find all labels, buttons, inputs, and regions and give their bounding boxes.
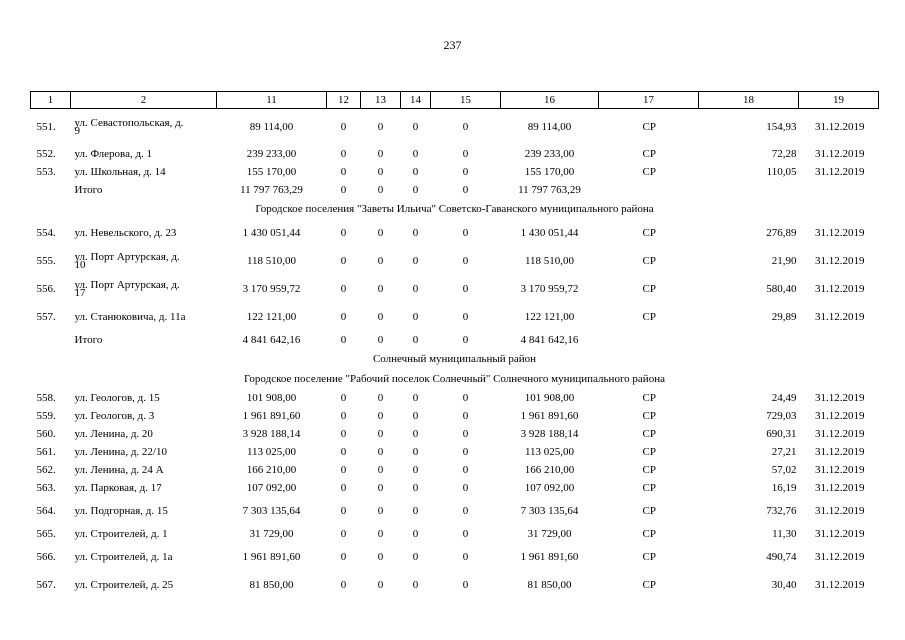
col-17-value: СР [642, 446, 656, 458]
col-12-value: 0 [340, 482, 347, 494]
col-14-value: 0 [412, 184, 419, 196]
col-17-value: СР [642, 579, 656, 591]
col-16-value: 11 797 763,29 [518, 184, 581, 196]
address: ул. Ленина, д. 22/10 [74, 446, 167, 458]
table-row [31, 461, 879, 479]
deadline-date: 31.12.2019 [815, 121, 865, 133]
table-row [31, 247, 879, 275]
address [71, 303, 217, 331]
row-number: 555. [36, 255, 56, 267]
col-13-value: 0 [377, 148, 384, 160]
total-cost: 118 510,00 [246, 255, 297, 267]
col-14-value: 0 [412, 334, 419, 346]
col-14-value: 0 [412, 464, 419, 476]
col-14-value: 0 [412, 410, 419, 422]
address [71, 275, 217, 303]
table-row [31, 303, 879, 331]
address: Итого [74, 184, 103, 196]
col-16-value: 81 850,00 [527, 579, 572, 591]
col-13-value: 0 [377, 311, 384, 323]
total-cost: 101 908,00 [246, 392, 297, 404]
row-number [31, 181, 71, 199]
col-18-value: 11,30 [772, 528, 797, 540]
deadline-date: 31.12.2019 [815, 446, 865, 458]
table-row [31, 497, 879, 525]
col-13-value: 0 [377, 334, 384, 346]
total-cost: 7 303 135,64 [242, 505, 301, 517]
col-17-value: СР [642, 148, 656, 160]
col-18-value: 276,89 [766, 227, 797, 239]
col-17-value: СР [642, 528, 656, 540]
section-title: Городское поселение "Рабочий поселок Солнечный" Солнечного муниципального района [244, 373, 665, 385]
table-row [31, 525, 879, 543]
column-header: 13 [361, 92, 401, 109]
total-cost: 113 025,00 [246, 446, 297, 458]
col-17-value [599, 181, 699, 199]
address-text: ул. Строителей, д. 25 [74, 579, 174, 592]
address-text: ул. Порт Артурская, д. 17 [74, 279, 180, 299]
column-header: 1 [31, 92, 71, 109]
address-text: ул. Подгорная, д. 15 [74, 505, 168, 518]
col-14-value: 0 [412, 283, 419, 295]
deadline-date: 31.12.2019 [815, 579, 865, 591]
col-14-value: 0 [412, 166, 419, 178]
column-header: 19 [799, 92, 879, 109]
col-17-value: СР [642, 255, 656, 267]
address: ул. Геологов, д. 3 [74, 410, 155, 422]
col-17-value: СР [642, 464, 656, 476]
col-18-value [699, 181, 799, 199]
deadline-date: 31.12.2019 [815, 482, 865, 494]
col-12-value: 0 [340, 184, 347, 196]
col-14-value: 0 [412, 446, 419, 458]
col-14-value: 0 [412, 227, 419, 239]
column-header: 17 [599, 92, 699, 109]
col-16-value: 155 170,00 [524, 166, 575, 178]
table-row [31, 479, 879, 497]
row-number: 557. [36, 311, 56, 323]
deadline-date: 31.12.2019 [815, 148, 865, 160]
col-14-value: 0 [412, 528, 419, 540]
address [71, 219, 217, 247]
total-cost: 155 170,00 [246, 166, 297, 178]
address: ул. Геологов, д. 15 [74, 392, 160, 404]
col-17-value: СР [642, 311, 656, 323]
col-15-value: 0 [462, 255, 469, 267]
col-16-value: 122 121,00 [524, 311, 575, 323]
total-cost: 107 092,00 [246, 482, 297, 494]
row-number: 566. [36, 551, 56, 563]
col-13-value: 0 [377, 410, 384, 422]
col-13-value: 0 [377, 184, 384, 196]
deadline-date: 31.12.2019 [815, 283, 865, 295]
col-14-value: 0 [412, 311, 419, 323]
col-14-value: 0 [412, 392, 419, 404]
subtotal-row [31, 181, 879, 199]
address: ул. Парковая, д. 17 [74, 482, 162, 494]
col-15-value: 0 [462, 227, 469, 239]
col-14-value: 0 [412, 121, 419, 133]
column-header: 18 [699, 92, 799, 109]
col-17-value: СР [642, 428, 656, 440]
column-header: 15 [431, 92, 501, 109]
deadline-date: 31.12.2019 [815, 227, 865, 239]
total-cost: 11 797 763,29 [240, 184, 303, 196]
col-16-value: 1 961 891,60 [520, 551, 579, 563]
col-13-value: 0 [377, 528, 384, 540]
address-text: ул. Порт Артурская, д. 10 [74, 251, 180, 271]
section-row [31, 349, 879, 369]
table-row [31, 407, 879, 425]
table-row [31, 275, 879, 303]
column-header: 14 [401, 92, 431, 109]
column-header: 11 [217, 92, 327, 109]
address: ул. Школьная, д. 14 [74, 166, 166, 178]
row-number: 559. [36, 410, 56, 422]
col-12-value: 0 [340, 528, 347, 540]
col-13-value: 0 [377, 255, 384, 267]
col-18-value: 72,28 [771, 148, 797, 160]
address [71, 247, 217, 275]
col-16-value: 7 303 135,64 [520, 505, 579, 517]
table-row [31, 389, 879, 407]
col-15-value: 0 [462, 166, 469, 178]
row-number: 564. [36, 505, 56, 517]
col-12-value: 0 [340, 551, 347, 563]
deadline-date [799, 331, 879, 349]
col-16-value: 4 841 642,16 [520, 334, 579, 346]
col-12-value: 0 [340, 311, 347, 323]
address-text: ул. Станюковича, д. 11а [74, 311, 186, 324]
address-text: ул. Невельского, д. 23 [74, 227, 177, 240]
col-13-value: 0 [377, 227, 384, 239]
total-cost: 1 961 891,60 [242, 551, 301, 563]
table-row [31, 145, 879, 163]
col-15-value: 0 [462, 579, 469, 591]
total-cost: 1 430 051,44 [242, 227, 301, 239]
col-13-value: 0 [377, 166, 384, 178]
row-number: 560. [36, 428, 56, 440]
data-table [30, 91, 879, 599]
deadline-date: 31.12.2019 [815, 410, 865, 422]
row-number: 553. [36, 166, 56, 178]
col-13-value: 0 [377, 579, 384, 591]
col-13-value: 0 [377, 464, 384, 476]
table-row [31, 219, 879, 247]
address [71, 571, 217, 599]
col-12-value: 0 [340, 428, 347, 440]
col-17-value: СР [642, 166, 656, 178]
col-18-value: 690,31 [766, 428, 797, 440]
total-cost: 1 961 891,60 [242, 410, 301, 422]
col-12-value: 0 [340, 446, 347, 458]
row-number: 558. [36, 392, 56, 404]
col-16-value: 113 025,00 [524, 446, 575, 458]
col-12-value: 0 [340, 392, 347, 404]
deadline-date: 31.12.2019 [815, 311, 865, 323]
row-number: 565. [36, 528, 56, 540]
section-row [31, 369, 879, 389]
col-16-value: 31 729,00 [527, 528, 572, 540]
total-cost: 166 210,00 [246, 464, 297, 476]
col-15-value: 0 [462, 482, 469, 494]
table-row [31, 543, 879, 571]
col-12-value: 0 [340, 579, 347, 591]
col-14-value: 0 [412, 428, 419, 440]
col-16-value: 1 430 051,44 [520, 227, 579, 239]
total-cost: 81 850,00 [249, 579, 294, 591]
address [71, 543, 217, 571]
col-12-value: 0 [340, 283, 347, 295]
col-17-value: СР [642, 551, 656, 563]
deadline-date: 31.12.2019 [815, 551, 865, 563]
col-17-value: СР [642, 227, 656, 239]
row-number: 567. [36, 579, 56, 591]
col-18-value [699, 331, 799, 349]
col-15-value: 0 [462, 311, 469, 323]
address: ул. Строителей, д. 1 [74, 528, 168, 540]
col-12-value: 0 [340, 227, 347, 239]
address: ул. Ленина, д. 24 А [74, 464, 164, 476]
col-15-value: 0 [462, 428, 469, 440]
col-17-value: СР [642, 283, 656, 295]
col-15-value: 0 [462, 334, 469, 346]
col-15-value: 0 [462, 446, 469, 458]
total-cost: 31 729,00 [249, 528, 294, 540]
col-16-value: 166 210,00 [524, 464, 575, 476]
column-header: 2 [71, 92, 217, 109]
total-cost: 89 114,00 [249, 121, 294, 133]
table-row [31, 425, 879, 443]
col-18-value: 29,89 [771, 311, 797, 323]
col-18-value: 30,40 [771, 579, 797, 591]
col-13-value: 0 [377, 428, 384, 440]
col-16-value: 107 092,00 [524, 482, 575, 494]
deadline-date: 31.12.2019 [815, 428, 865, 440]
address: Итого [74, 334, 103, 346]
address-text: ул. Строителей, д. 1а [74, 551, 173, 564]
col-14-value: 0 [412, 482, 419, 494]
row-number: 561. [36, 446, 56, 458]
col-15-value: 0 [462, 121, 469, 133]
col-15-value: 0 [462, 464, 469, 476]
column-header: 16 [501, 92, 599, 109]
col-16-value: 239 233,00 [524, 148, 575, 160]
col-18-value: 21,90 [771, 255, 797, 267]
total-cost: 3 928 188,14 [242, 428, 301, 440]
col-16-value: 118 510,00 [524, 255, 575, 267]
address [71, 109, 217, 146]
col-18-value: 27,21 [771, 446, 797, 458]
col-18-value: 732,76 [766, 505, 797, 517]
col-15-value: 0 [462, 528, 469, 540]
deadline-date: 31.12.2019 [815, 505, 865, 517]
header-row [31, 92, 879, 109]
col-16-value: 89 114,00 [527, 121, 572, 133]
col-12-value: 0 [340, 121, 347, 133]
col-17-value: СР [642, 121, 656, 133]
col-17-value: СР [642, 505, 656, 517]
col-12-value: 0 [340, 334, 347, 346]
col-15-value: 0 [462, 410, 469, 422]
col-12-value: 0 [340, 464, 347, 476]
col-13-value: 0 [377, 551, 384, 563]
total-cost: 4 841 642,16 [242, 334, 301, 346]
col-14-value: 0 [412, 255, 419, 267]
col-15-value: 0 [462, 184, 469, 196]
table-row [31, 571, 879, 599]
col-18-value: 580,40 [766, 283, 797, 295]
col-16-value: 3 928 188,14 [520, 428, 579, 440]
address: ул. Флерова, д. 1 [74, 148, 153, 160]
col-13-value: 0 [377, 446, 384, 458]
row-number: 563. [36, 482, 56, 494]
table-row [31, 443, 879, 461]
col-17-value: СР [642, 410, 656, 422]
col-14-value: 0 [412, 148, 419, 160]
address [71, 497, 217, 525]
total-cost: 3 170 959,72 [242, 283, 301, 295]
col-16-value: 1 961 891,60 [520, 410, 579, 422]
col-12-value: 0 [340, 505, 347, 517]
col-18-value: 24,49 [771, 392, 797, 404]
col-16-value: 3 170 959,72 [520, 283, 579, 295]
col-18-value: 16,19 [771, 482, 797, 494]
col-12-value: 0 [340, 166, 347, 178]
col-16-value: 101 908,00 [524, 392, 575, 404]
deadline-date: 31.12.2019 [815, 255, 865, 267]
col-15-value: 0 [462, 551, 469, 563]
column-header: 12 [327, 92, 361, 109]
deadline-date: 31.12.2019 [815, 166, 865, 178]
col-17-value: СР [642, 482, 656, 494]
subtotal-row [31, 331, 879, 349]
col-18-value: 729,03 [766, 410, 797, 422]
deadline-date: 31.12.2019 [815, 392, 865, 404]
col-15-value: 0 [462, 283, 469, 295]
col-14-value: 0 [412, 579, 419, 591]
row-number: 562. [36, 464, 56, 476]
table-row [31, 163, 879, 181]
deadline-date: 31.12.2019 [815, 528, 865, 540]
row-number: 551. [36, 121, 56, 133]
col-15-value: 0 [462, 505, 469, 517]
col-12-value: 0 [340, 255, 347, 267]
col-14-value: 0 [412, 551, 419, 563]
section-row [31, 199, 879, 219]
col-12-value: 0 [340, 148, 347, 160]
section-title: Городское поселения "Заветы Ильича" Советско-Гаванского муниципального района [255, 203, 654, 215]
col-18-value: 110,05 [766, 166, 797, 178]
col-13-value: 0 [377, 283, 384, 295]
col-15-value: 0 [462, 392, 469, 404]
section-title: Солнечный муниципальный район [372, 353, 537, 365]
table-body [31, 92, 879, 600]
row-number: 556. [36, 283, 56, 295]
col-13-value: 0 [377, 505, 384, 517]
row-number [31, 331, 71, 349]
deadline-date [799, 181, 879, 199]
col-17-value: СР [642, 392, 656, 404]
address-text: ул. Севастопольская, д. 9 [74, 117, 184, 137]
col-13-value: 0 [377, 482, 384, 494]
col-18-value: 490,74 [766, 551, 797, 563]
row-number: 552. [36, 148, 56, 160]
address: ул. Ленина, д. 20 [74, 428, 153, 440]
col-17-value [599, 331, 699, 349]
col-13-value: 0 [377, 392, 384, 404]
total-cost: 122 121,00 [246, 311, 297, 323]
col-18-value: 154,93 [766, 121, 797, 133]
col-14-value: 0 [412, 505, 419, 517]
col-18-value: 57,02 [771, 464, 797, 476]
table-row [31, 109, 879, 146]
col-13-value: 0 [377, 121, 384, 133]
row-number: 554. [36, 227, 56, 239]
col-15-value: 0 [462, 148, 469, 160]
col-12-value: 0 [340, 410, 347, 422]
total-cost: 239 233,00 [246, 148, 297, 160]
deadline-date: 31.12.2019 [815, 464, 865, 476]
page-number: 237 [443, 38, 462, 52]
